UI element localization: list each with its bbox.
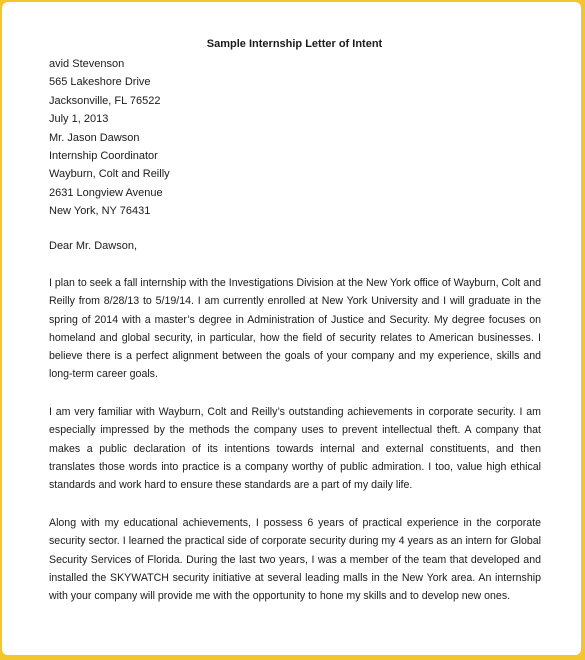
body-paragraph-3: Along with my educational achievements, I possess 6 years of practical experience in the corporate security sector. I learned the practical side of corporate security during my 4 years as an intern for Global Security Services of Florida. During the last two years, I was a member of the team that developed and installed the SKYWATCH security initiative at several leading malls in the New York area. An internship with your company will provide me with the opportunity to hone my skills and to develop new ones. bbox=[49, 517, 541, 603]
recipient-title: Internship Coordinator bbox=[49, 150, 158, 163]
body-paragraph-2: I am very familiar with Wayburn, Colt and Reilly’s outstanding achievements in corporate security. I am especially impressed by the methods the company uses to prevent intellectual theft. A company that makes a public declaration of its intentions towards internal and external constituents, and then translates those words into practice is a company worthy of public admiration. I too, value high ethical standards and work hard to ensure these standards are a part of my daily life. bbox=[49, 406, 541, 492]
address-block bbox=[49, 55, 170, 221]
letter-date: July 1, 2013 bbox=[49, 113, 109, 126]
letter-page bbox=[2, 2, 581, 655]
sender-city: Jacksonville, FL 76522 bbox=[49, 94, 161, 107]
document-title: Sample Internship Letter of Intent bbox=[206, 38, 383, 50]
sender-name: avid Stevenson bbox=[49, 58, 125, 70]
recipient-company: Wayburn, Colt and Reilly bbox=[49, 168, 170, 181]
recipient-name: Mr. Jason Dawson bbox=[49, 131, 140, 144]
recipient-street: 2631 Longview Avenue bbox=[49, 186, 163, 199]
body-paragraph-1: I plan to seek a fall internship with the Investigations Division at the New York office of Wayburn, Colt and Reilly from 8/28/13 to 5/19/14. I am currently enrolled at New York University and I will graduate in the spring of 2014 with a master’s degree in Administration of Justice and Security. My degree focuses on homeland and global security, in particular, how the field of security relates to American businesses. I believe there is a perfect alignment between the goals of your company and my experience, skills and long-term career goals. bbox=[49, 277, 541, 381]
salutation: Dear Mr. Dawson, bbox=[49, 240, 138, 252]
recipient-city: New York, NY 76431 bbox=[49, 205, 151, 218]
sender-street: 565 Lakeshore Drive bbox=[49, 76, 151, 89]
bottom-fade-overlay bbox=[2, 602, 581, 655]
